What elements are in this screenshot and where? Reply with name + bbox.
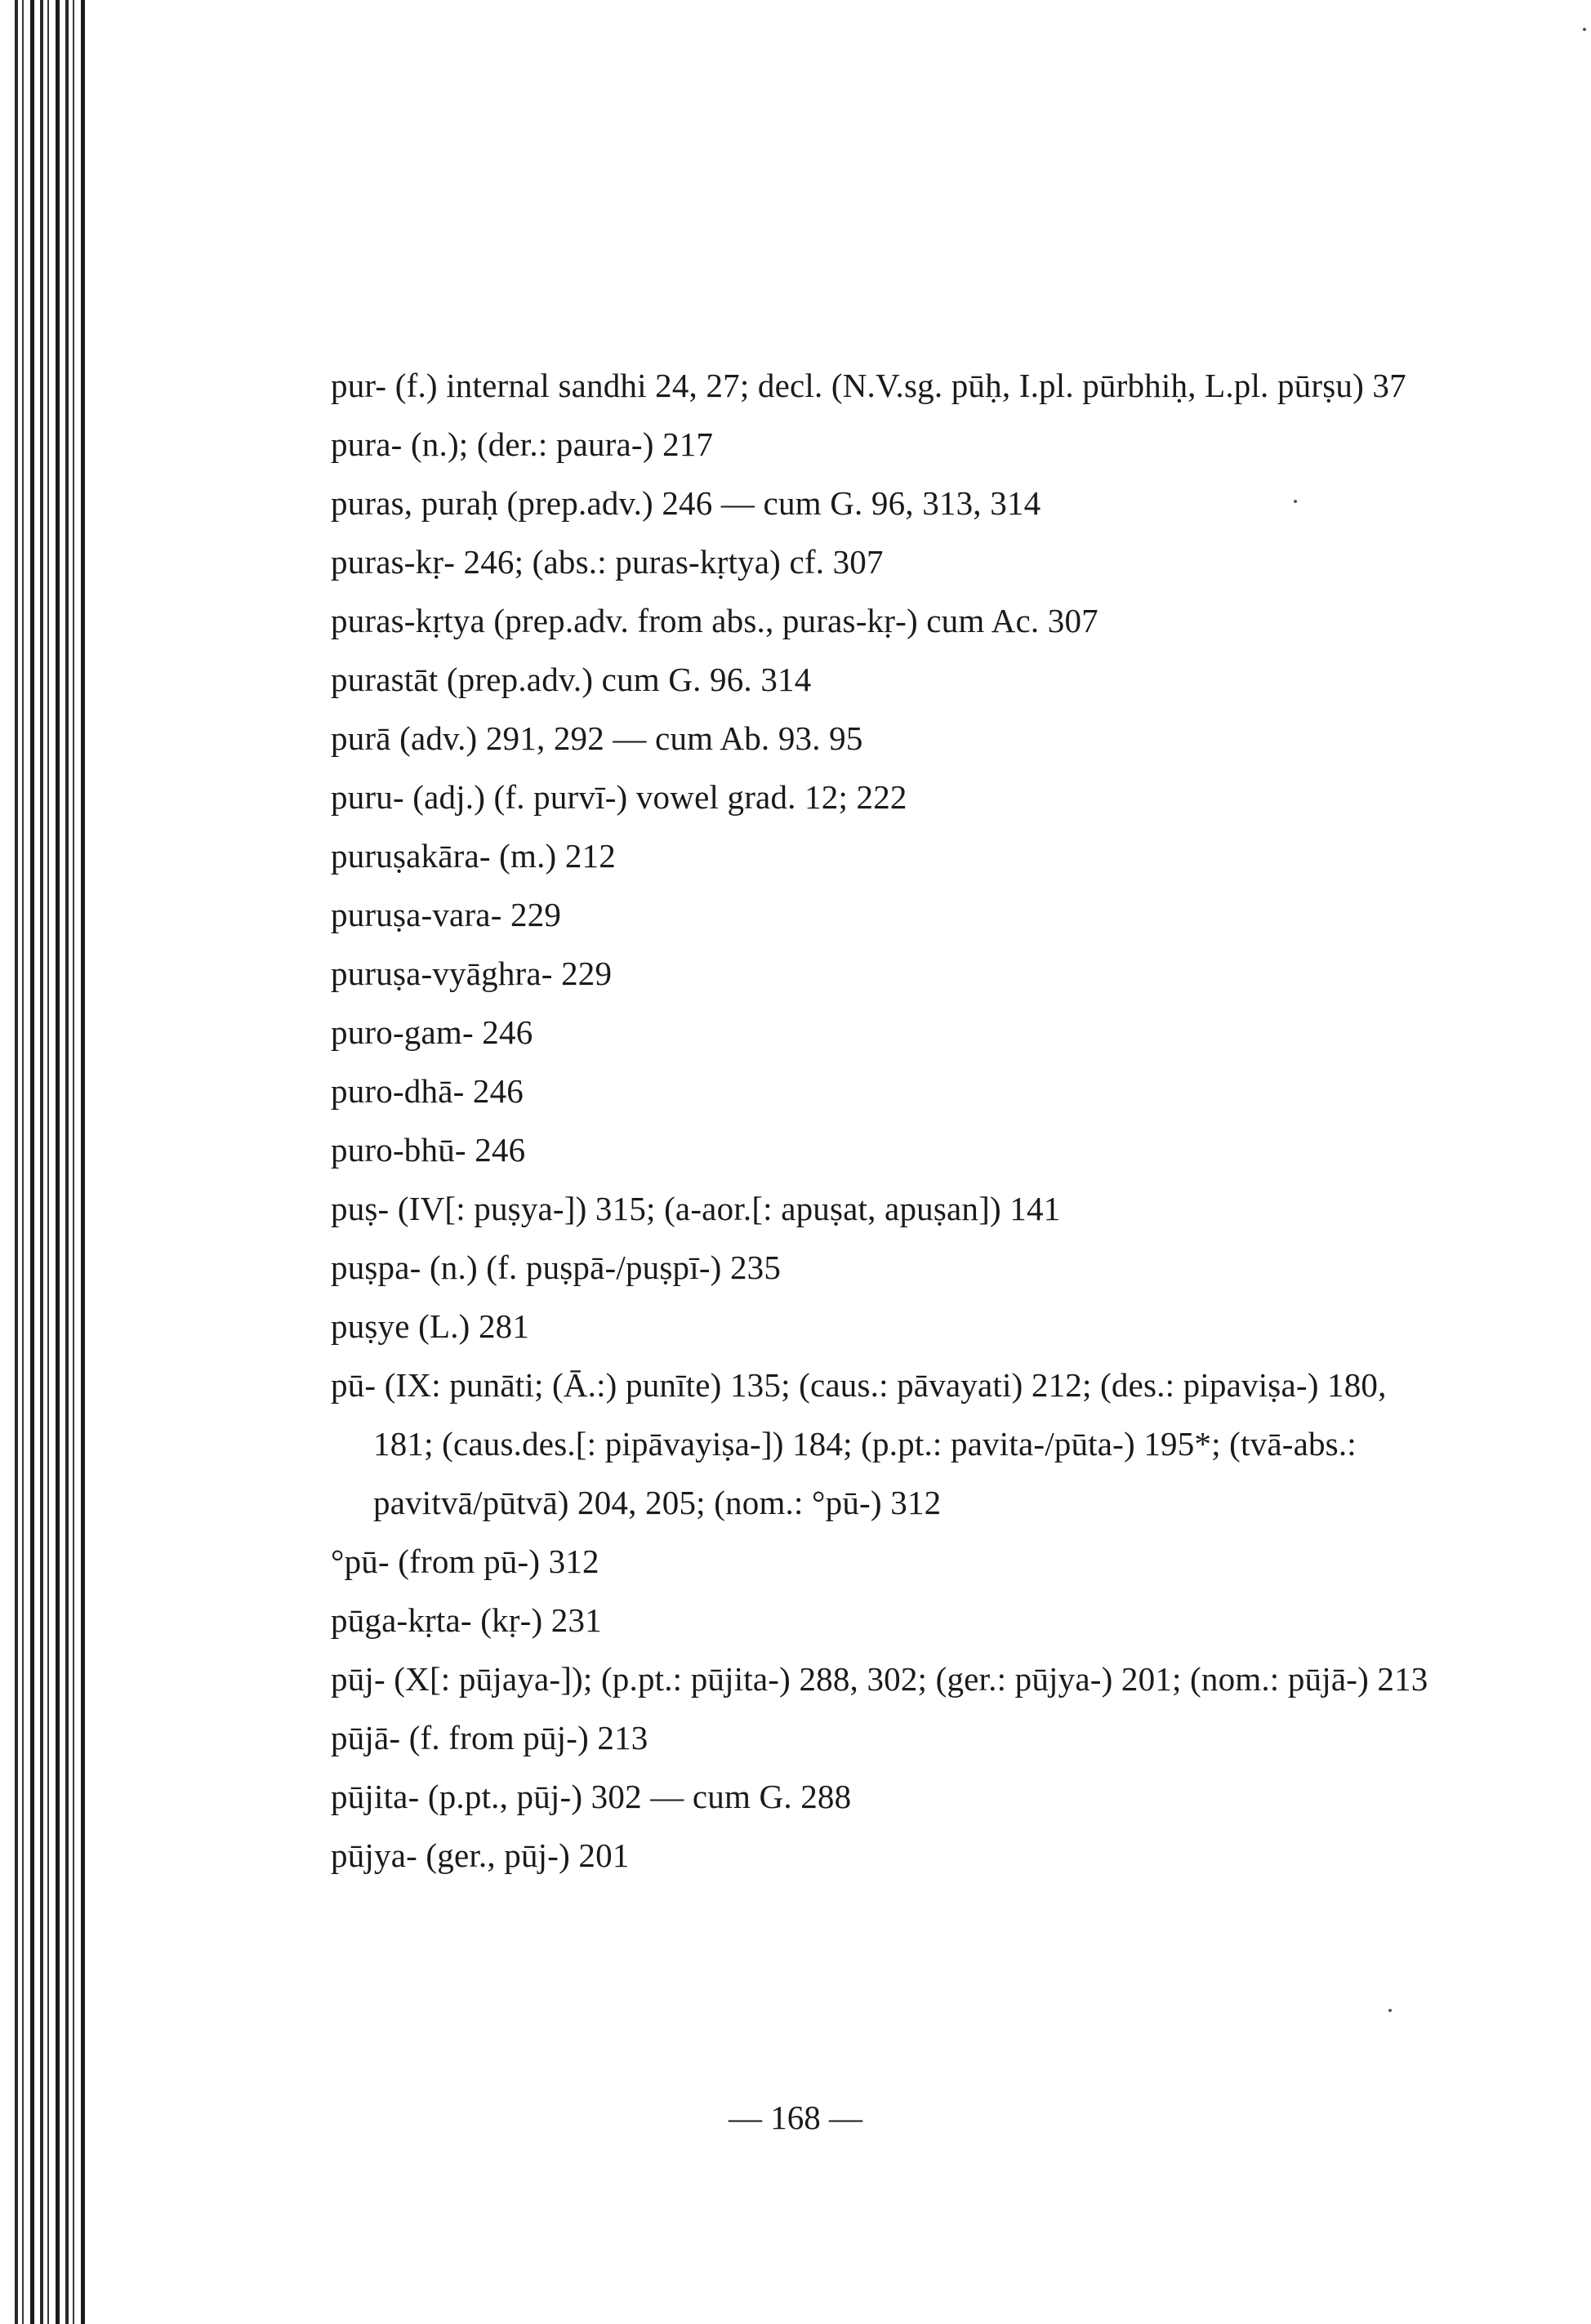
binding-edge [15,0,90,2324]
index-entry: puro-gam- 246 [331,1013,533,1051]
page-number: — 168 — [729,2099,862,2136]
scan-speck [1388,2009,1392,2012]
page-margin [0,0,15,2324]
index-entry: puras-kṛ- 246; (abs.: puras-kṛtya) cf. 307 [331,543,884,581]
index-entry: purastāt (prep.adv.) cum G. 96. 314 [331,661,812,698]
index-entry: pūjita- (p.pt., pūj-) 302 — cum G. 288 [331,1778,852,1815]
index-entry: pūga-kṛta- (kṛ-) 231 [331,1601,602,1639]
index-entry: pūjā- (f. from pūj-) 213 [331,1719,648,1756]
scan-speck [1294,500,1297,503]
index-entry: puṣpa- (n.) (f. puṣpā-/puṣpī-) 235 [331,1249,782,1286]
index-entry: puṣye (L.) 281 [331,1307,530,1345]
index-entry: puras-kṛtya (prep.adv. from abs., puras-kṛ-) cum Ac. 307 [331,602,1099,639]
index-entry: purā (adv.) 291, 292 — cum Ab. 93. 95 [331,719,863,757]
index-entry: puṣ- (IV[: puṣya-]) 315; (a-aor.[: apuṣat, apuṣan]) 141 [331,1190,1061,1227]
index-entries [331,356,1442,1885]
index-entry: pura- (n.); (der.: paura-) 217 [331,425,714,463]
index-entry: puro-bhū- 246 [331,1131,526,1169]
index-entry: pūj- (X[: pūjaya-]); (p.pt.: pūjita-) 288, 302; (ger.: pūjya-) 201; (nom.: pūjā-) 213 [331,1660,1428,1698]
index-entry: puruṣa-vyāghra- 229 [331,955,613,992]
index-entry: puro-dhā- 246 [331,1072,524,1110]
scan-speck [1583,28,1586,31]
index-entry: pur- (f.) internal sandhi 24, 27; decl. (N.V.sg. pūḥ, I.pl. pūrbhiḥ, L.pl. pūrṣu) 37 [331,367,1406,404]
index-entry: puruṣa-vara- 229 [331,896,562,933]
index-entry: pū- (IX: punāti; (Ā.:) punīte) 135; (caus.: pāvayati) 212; (des.: pipaviṣa-) 180, 181; (caus.des.[: pipāvayiṣa-]) 184; (p.pt.: pavita-/pūta-) 195*; (tvā-abs.: pavitvā/pūtvā) 204, 205; (nom.: °pū-) 312 [331,1366,1387,1521]
index-entry: puruṣakāra- (m.) 212 [331,837,616,875]
index-entry: puru- (adj.) (f. purvī-) vowel grad. 12; 222 [331,778,907,816]
index-entry: °pū- (from pū-) 312 [331,1543,599,1580]
index-entry: pūjya- (ger., pūj-) 201 [331,1836,630,1874]
index-entry: puras, puraḥ (prep.adv.) 246 — cum G. 96, 313, 314 [331,484,1041,522]
